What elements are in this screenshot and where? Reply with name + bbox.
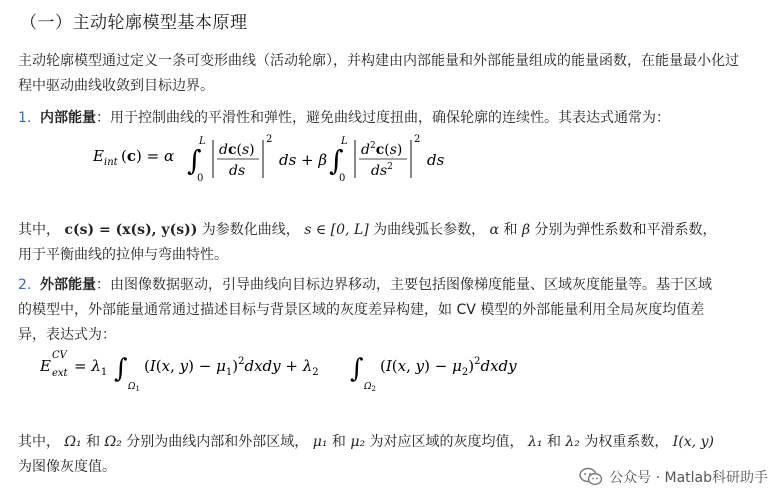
- math-lambda1: λ₁: [527, 434, 543, 450]
- text: 其中，: [18, 222, 60, 238]
- math-mu1: μ₁: [312, 434, 328, 450]
- text: 为参数化曲线，: [201, 222, 300, 238]
- watermark-text: 公众号 · Matlab科研助手: [609, 470, 768, 486]
- internal-energy-formula: [93, 128, 533, 188]
- text: 为权重系数，: [584, 434, 669, 450]
- item-text: ：用于控制曲线的平滑性和弹性，避免曲线过度扭曲，确保轮廓的连续性。其表达式通常为：: [96, 110, 670, 126]
- svg-text:+ β: + β: [301, 151, 328, 169]
- math-s-range: s ∈ [0, L]: [304, 222, 369, 238]
- svg-text:∫: ∫: [187, 144, 202, 177]
- external-energy-formula: [40, 345, 560, 395]
- text: 为图像灰度值。: [18, 459, 116, 475]
- svg-text:2: 2: [414, 134, 421, 145]
- svg-text:∫: ∫: [329, 144, 344, 177]
- svg-text:0: 0: [339, 173, 346, 184]
- math-omega1: Ω₁: [64, 434, 82, 450]
- svg-text:E: E: [93, 147, 104, 165]
- svg-text:= λ1: = $\lambda_1$: [74, 357, 108, 378]
- list-number: 1.: [18, 110, 32, 126]
- svg-text:d2c(s): $d^2c(s)$: [361, 141, 403, 158]
- math-curve: c(s) = (x(s), y(s)): [64, 222, 198, 238]
- list-number: 2.: [18, 277, 32, 293]
- svg-text:(c) = α: (c) = α: [121, 147, 175, 165]
- math-lambda2: λ₂: [565, 434, 580, 450]
- item-text: ：由图像数据驱动，引导曲线向目标边界移动，主要包括图像梯度能量、区域灰度能量等。基于区域的模型中，外部能量通常通过描述目标与背景区域的灰度差异构建，如 CV 模型的外部能量利用全局灰度均值差异，表达式为：: [18, 277, 712, 343]
- item-title: 外部能量: [40, 277, 96, 293]
- svg-text:CV: CV: [52, 350, 67, 361]
- svg-text:Ω2: $\Omega_2$: [364, 382, 376, 393]
- svg-text:ds: ds: [427, 151, 445, 169]
- item-title: 内部能量: [40, 110, 96, 126]
- svg-text:ds: ds: [279, 151, 297, 169]
- list-item-external-energy: [18, 273, 723, 348]
- text: 为对应区域的灰度均值，: [369, 434, 524, 450]
- svg-text:ds2: $ds^2$: [371, 162, 393, 179]
- text: 和: [503, 222, 518, 238]
- svg-text:∫: ∫: [114, 354, 128, 384]
- text: 分别为曲线内部和外部区域，: [126, 434, 309, 450]
- intro-paragraph: 主动轮廓模型通过定义一条可变形曲线（活动轮廓），并构建由内部能量和外部能量组成的能量函数，在能量最小化过程中驱动曲线收敛到目标边界。: [18, 53, 739, 94]
- svg-text:Ω1: $\Omega_1$: [128, 382, 140, 393]
- math-alpha: α: [489, 222, 500, 238]
- math-mu2: μ₂: [350, 434, 366, 450]
- svg-text:L: L: [199, 136, 206, 147]
- svg-text:(I(x, y) − μ2)2dxdy: (I(x, $y) - \mu_2)^2dxdy$: [380, 356, 517, 378]
- svg-text:2: 2: [266, 134, 273, 145]
- svg-text:L: L: [341, 136, 348, 147]
- math-image-intensity: I(x, y): [672, 434, 714, 450]
- text: 分别为弹性系数和平滑系数，用于平衡曲线的拉伸与弯曲特性。: [18, 222, 717, 263]
- text: 和: [546, 434, 561, 450]
- formula-svg: [93, 128, 533, 188]
- svg-text:∫: ∫: [350, 354, 364, 384]
- watermark: [579, 467, 768, 487]
- svg-text:0: 0: [197, 173, 204, 184]
- formula-svg: [40, 345, 560, 395]
- svg-text:ds: ds: [229, 163, 246, 179]
- svg-text:int: int: [104, 157, 118, 168]
- text: 和: [86, 434, 101, 450]
- internal-energy-explanation: [18, 218, 718, 268]
- svg-text:dc(s): dc(s): [219, 142, 255, 158]
- svg-text:ext: ext: [52, 368, 68, 379]
- text: 为曲线弧长参数，: [373, 222, 486, 238]
- text: 其中，: [18, 434, 60, 450]
- math-beta: β: [522, 222, 531, 238]
- svg-text:(I(x, y) − μ1)2dxdy + λ2: (I(x, $y) - \mu_1)^2dxdy + \lambda_2$: [144, 356, 319, 378]
- section-heading: （一）主动轮廓模型基本原理: [20, 13, 248, 33]
- svg-text:E: E: [40, 357, 51, 375]
- text: 和: [331, 434, 346, 450]
- wechat-icon: [579, 467, 603, 487]
- math-omega2: Ω₂: [104, 434, 122, 450]
